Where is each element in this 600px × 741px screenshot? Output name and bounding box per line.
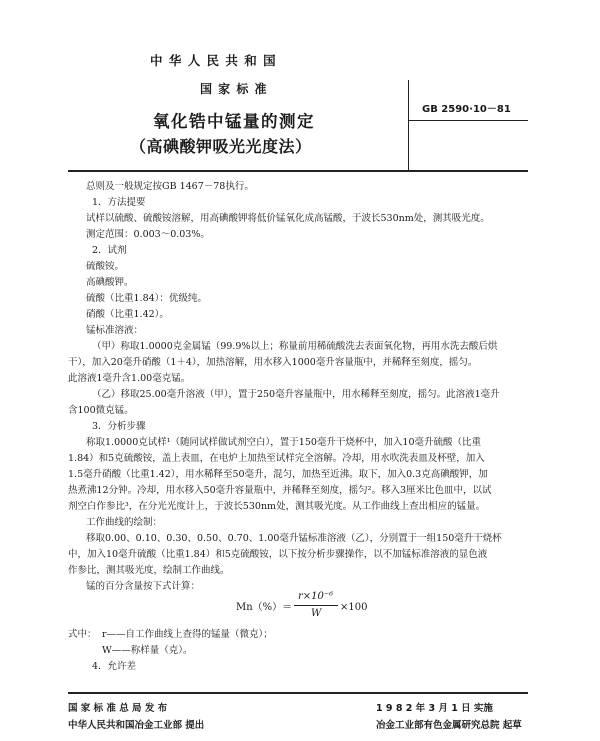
reagent-item: 硫酸铵。: [86, 261, 125, 272]
solution-a-text: （甲）称取1.0000克金属锰（99.9%以上；称量前用稀硫酸洗去表面氧化物，再用水洗去酸后烘: [92, 341, 498, 352]
working-curve-heading: 工作曲线的绘制：: [86, 517, 163, 528]
reagent-item: 硝酸（比重1.42）。: [86, 309, 169, 320]
reagent-item: 锰标准溶液：: [86, 325, 144, 336]
document-subtitle: （高碘酸钾吸光光度法）: [130, 137, 312, 156]
working-curve-text: 中，加入10毫升硫酸（比重1.84）和5克硫酸铵，以下按分析步骤操作，以不加锰标准溶液的显色液: [68, 549, 488, 560]
where-r: r——自工作曲线上查得的锰量（微克）；: [102, 629, 273, 640]
section-heading-procedure: 3．分析步骤: [92, 421, 146, 432]
header-code-underline: [408, 120, 528, 121]
solution-b-text: 含100微克锰。: [68, 405, 134, 416]
procedure-text: 热煮沸12分钟。冷却，用水移入50毫升容量瓶中，并稀释至刻度，摇匀²。移入3厘米比色皿中，以试: [68, 485, 492, 496]
working-curve-text: 移取0.00、0.10、0.30、0.50、0.70、1.00毫升锰标准溶液（乙），分别置于一组150毫升干烧杯: [86, 533, 502, 544]
where-w: W——称样量（克）。: [102, 645, 193, 656]
section-heading-method: 1．方法提要: [92, 197, 146, 208]
formula-denominator: W: [311, 608, 322, 619]
formula-lhs: Mn（%）＝: [236, 602, 293, 613]
reagent-item: 硫酸（比重1.84）：优级纯。: [86, 293, 207, 304]
section-heading-reagents: 2．试剂: [92, 245, 127, 256]
country-name: 中 华 人 民 共 和 国: [150, 53, 277, 68]
intro-text: 总则及一般规定按GB 1467－78执行。: [86, 181, 254, 192]
measurement-range: 测定范围：0.003～0.03%。: [86, 229, 210, 240]
footer-implementation-date: 1 9 8 2 年 3 月 1 日 实施: [376, 703, 493, 714]
footer-proposer: 中华人民共和国冶金工业部 提出: [68, 720, 205, 731]
calculation-intro: 锰的百分含量按下式计算：: [86, 581, 201, 592]
formula-numerator: r×10⁻⁶: [298, 591, 334, 602]
standard-type: 国 家 标 准: [200, 82, 268, 96]
section-heading-tolerance: 4．允许差: [92, 661, 137, 672]
standard-code: GB 2590·10－81: [422, 104, 511, 115]
formula-multiplier: ×100: [340, 602, 368, 613]
procedure-text: 称取1.0000克试样¹（随同试样做试剂空白），置于150毫升干烧杯中，加入10毫升硫酸（比重: [86, 437, 482, 448]
working-curve-text: 作参比，测其吸光度，绘制工作曲线。: [68, 565, 230, 576]
footer-publisher: 国 家 标 准 总 局 发 布: [68, 703, 168, 714]
document-title: 氧化锆中锰量的测定: [153, 112, 315, 131]
where-prefix: 式中：: [68, 629, 97, 640]
solution-b-text: （乙）移取25.00毫升溶液（甲），置于250毫升容量瓶中，用水稀释至刻度，摇匀。此溶液1毫升: [92, 389, 500, 400]
footer-drafter: 冶金工业部有色金属研究总院 起草: [376, 720, 522, 731]
solution-a-text: 干），加入20毫升硝酸（1＋4），加热溶解，用水移入1000毫升容量瓶中，并稀释至刻度，摇匀。: [68, 357, 478, 368]
procedure-text: 1.5毫升硝酸（比重1.42），用水稀释至50毫升，混匀，加热至近沸。取下，加入0.3克高碘酸钾，加: [68, 469, 488, 480]
header-vertical-rule: [408, 80, 409, 170]
procedure-text: 剂空白作参比³，在分光光度计上，于波长530nm处，测其吸光度。从工作曲线上查出相应的锰量。: [68, 501, 486, 512]
footer-top-rule: [68, 692, 528, 694]
header-bottom-rule: [68, 170, 528, 172]
reagent-item: 高碘酸钾。: [86, 277, 134, 288]
method-summary: 试样以硫酸、硫酸铵溶解，用高碘酸钾将低价锰氧化成高锰酸，于波长530nm处，测其吸光度。: [86, 213, 490, 224]
formula-fraction-bar: [294, 605, 338, 606]
solution-a-text: 此溶液1毫升含1.00毫克锰。: [68, 373, 191, 384]
procedure-text: 1.84）和5克硫酸铵，盖上表皿，在电炉上加热至试样完全溶解。冷却，用水吹洗表皿及杯壁，加入: [68, 453, 485, 464]
